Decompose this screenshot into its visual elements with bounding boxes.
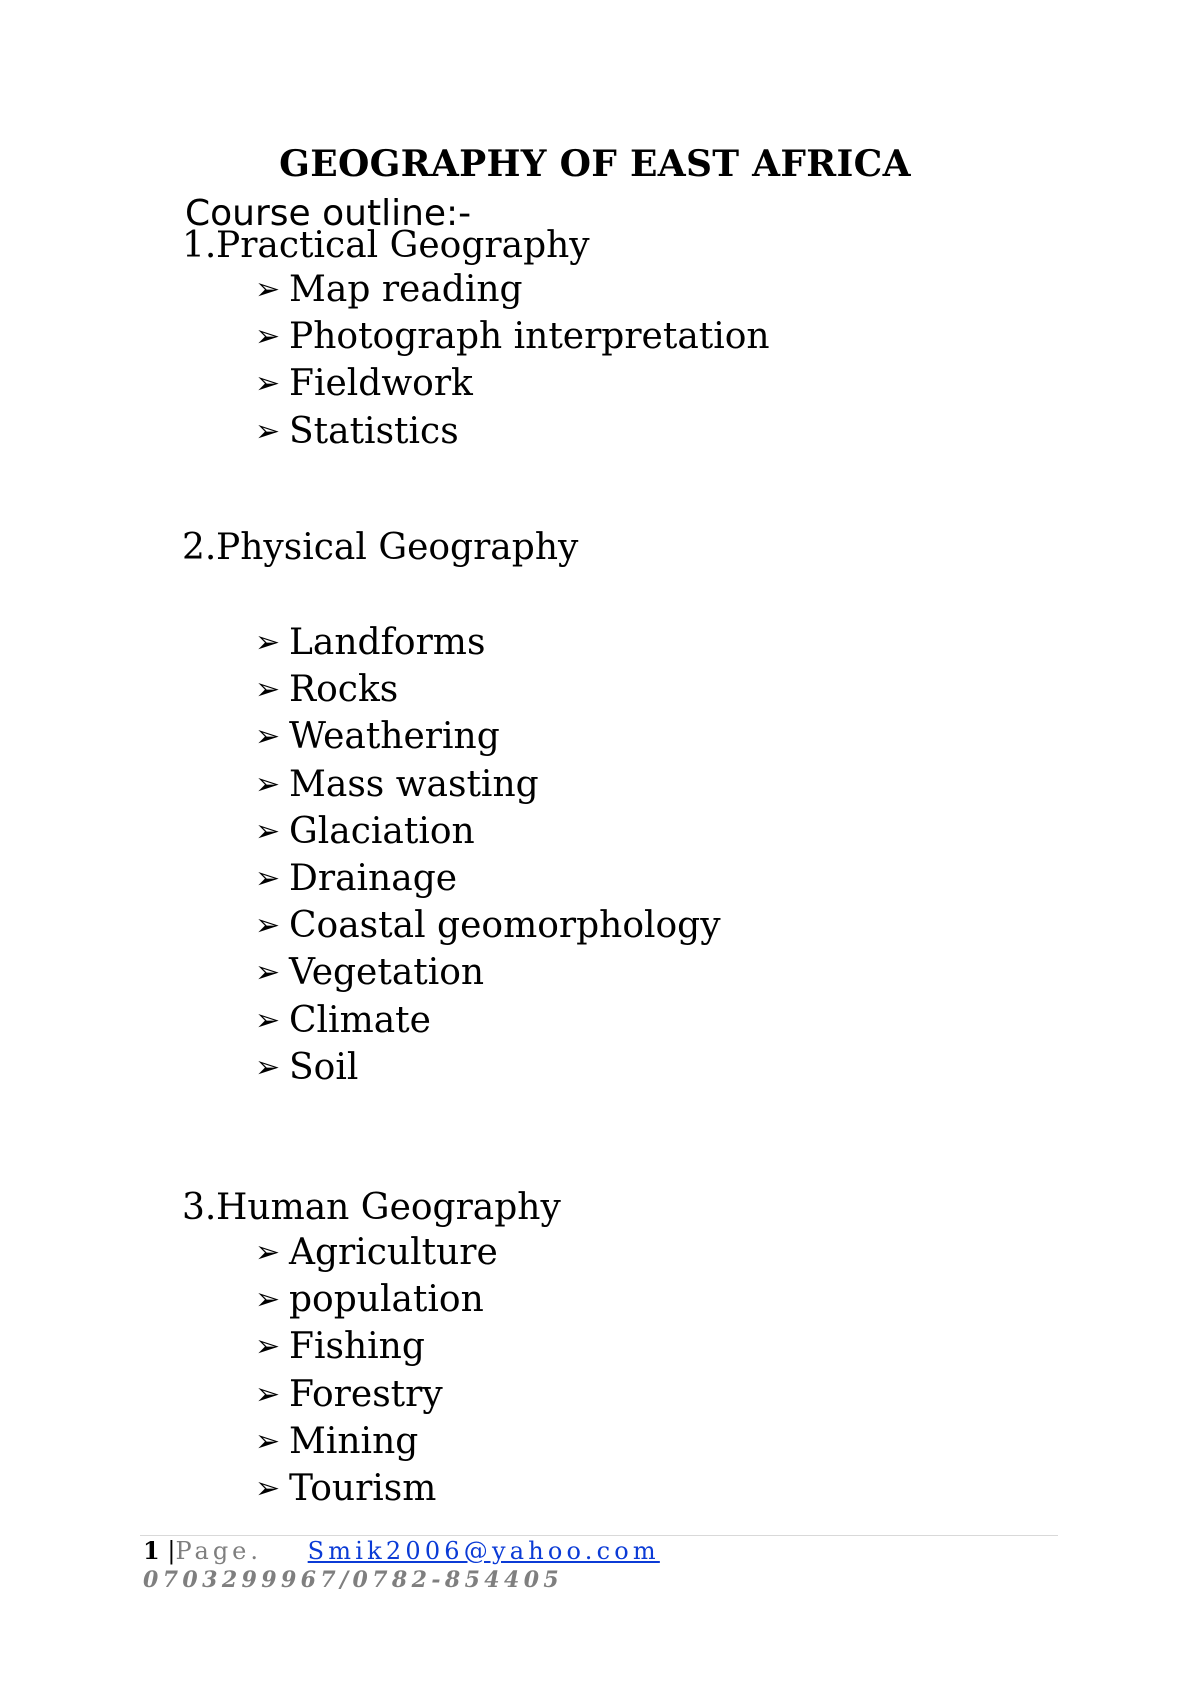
arrowhead-bullet-icon: ➢ [255, 719, 281, 755]
section-title: Human Geography [216, 1187, 561, 1228]
list-item: ➢ Coastal geomorphology [255, 902, 721, 949]
arrowhead-bullet-icon: ➢ [255, 1470, 281, 1506]
list-item: ➢ Vegetation [255, 949, 721, 996]
arrowhead-bullet-icon: ➢ [255, 272, 281, 307]
page-number: 1 [143, 1536, 160, 1565]
section-list-practical [255, 266, 770, 455]
list-item: ➢ Statistics [255, 408, 770, 455]
arrowhead-bullet-icon: ➢ [255, 413, 281, 449]
list-item: ➢ Fishing [255, 1323, 498, 1370]
section-title: Physical Geography [216, 527, 579, 568]
list-item: ➢ Photograph interpretation [255, 313, 770, 360]
section-list-human [255, 1229, 498, 1512]
list-item: ➢ Tourism [255, 1465, 498, 1512]
list-item: ➢ Landforms [255, 619, 721, 666]
arrowhead-bullet-icon: ➢ [255, 1002, 281, 1038]
section-number: 3. [182, 1187, 217, 1228]
arrowhead-bullet-icon: ➢ [255, 1049, 281, 1085]
arrowhead-bullet-icon: ➢ [255, 766, 281, 802]
list-item: ➢ Agriculture [255, 1229, 498, 1276]
arrowhead-bullet-icon: ➢ [255, 319, 281, 355]
list-item: ➢ Rocks [255, 666, 721, 713]
section-number: 2. [182, 527, 217, 568]
list-item: ➢ Fieldwork [255, 360, 770, 407]
list-item: ➢ Soil [255, 1044, 721, 1091]
page-separator: | [167, 1537, 176, 1565]
document-title: GEOGRAPHY OF EAST AFRICA [279, 143, 911, 185]
section-number: 1. [182, 225, 217, 266]
list-item: ➢ Mass wasting [255, 761, 721, 808]
email-link[interactable]: Smik2006@yahoo.com [307, 1537, 660, 1565]
page-label: Page. [175, 1537, 263, 1565]
course-outline-label: Course outline:- [185, 193, 472, 234]
section-title: Practical Geography [216, 225, 590, 266]
section-heading-physical [182, 525, 578, 571]
footer-phone-numbers: 0703299967/0782-854405 [143, 1567, 564, 1593]
arrowhead-bullet-icon: ➢ [255, 1423, 281, 1459]
list-item: ➢ Forestry [255, 1371, 498, 1418]
arrowhead-bullet-icon: ➢ [255, 860, 281, 896]
arrowhead-bullet-icon: ➢ [255, 1282, 281, 1318]
arrowhead-bullet-icon: ➢ [255, 366, 281, 402]
arrowhead-bullet-icon: ➢ [255, 813, 281, 849]
arrowhead-bullet-icon: ➢ [255, 955, 281, 991]
arrowhead-bullet-icon: ➢ [255, 1376, 281, 1412]
list-item: ➢ Map reading [255, 266, 770, 313]
section-heading-practical [182, 223, 590, 269]
arrowhead-bullet-icon: ➢ [255, 1329, 281, 1365]
arrowhead-bullet-icon: ➢ [255, 672, 281, 708]
footer [143, 1536, 660, 1566]
arrowhead-bullet-icon: ➢ [255, 1235, 281, 1270]
section-list-physical [255, 619, 721, 1091]
list-item: ➢ Climate [255, 997, 721, 1044]
list-item: ➢ Drainage [255, 855, 721, 902]
list-item: ➢ Weathering [255, 713, 721, 760]
list-item: ➢ Glaciation [255, 808, 721, 855]
list-item: ➢ population [255, 1276, 498, 1323]
arrowhead-bullet-icon: ➢ [255, 625, 281, 660]
arrowhead-bullet-icon: ➢ [255, 908, 281, 944]
section-heading-human [182, 1185, 561, 1231]
list-item: ➢ Mining [255, 1418, 498, 1465]
